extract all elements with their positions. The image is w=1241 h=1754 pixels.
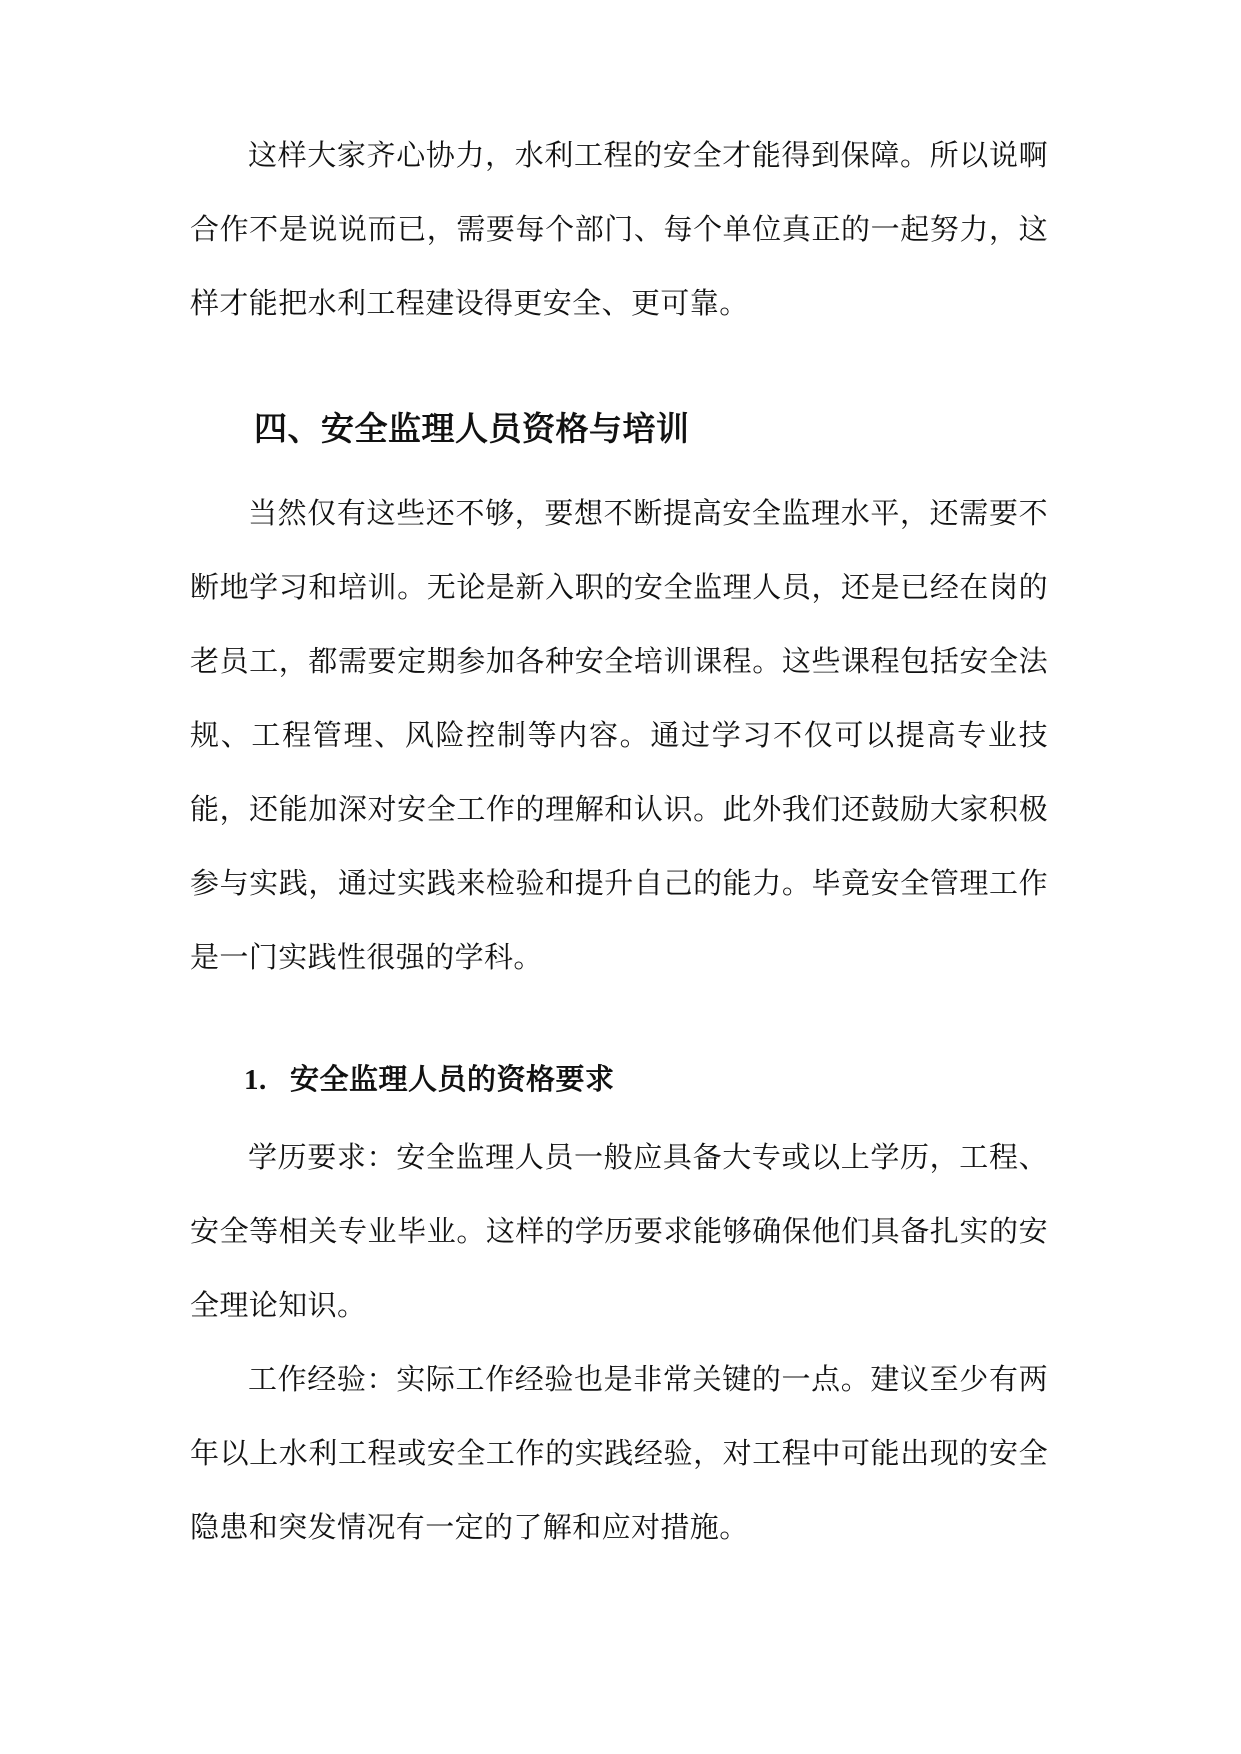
subsection-number: 1.: [244, 1064, 267, 1096]
paragraph-cooperation: 这样大家齐心协力，水利工程的安全才能得到保障。所以说啊合作不是说说而已，需要每个部门、每个单位真正的一起努力，这样才能把水利工程建设得更安全、更可靠。: [190, 138, 1048, 320]
paragraph-work-experience: 工作经验：实际工作经验也是非常关键的一点。建议至少有两年以上水利工程或安全工作的实践经验，对工程中可能出现的安全隐患和突发情况有一定的了解和应对措施。: [190, 1362, 1048, 1544]
subsection-title: 安全监理人员的资格要求: [290, 1062, 615, 1096]
section-heading: 四、安全监理人员资格与培训: [254, 409, 690, 448]
paragraph-education-requirement: 学历要求：安全监理人员一般应具备大专或以上学历，工程、安全等相关专业毕业。这样的学历要求能够确保他们具备扎实的安全理论知识。: [190, 1140, 1048, 1322]
subsection-heading: [244, 1058, 615, 1101]
paragraph-training: 当然仅有这些还不够，要想不断提高安全监理水平，还需要不断地学习和培训。无论是新入职的安全监理人员，还是已经在岗的老员工，都需要定期参加各种安全培训课程。这些课程包括安全法规、工程管理、风险控制等内容。通过学习不仅可以提高专业技能，还能加深对安全工作的理解和认识。此外我们还鼓励大家积极参与实践，通过实践来检验和提升自己的能力。毕竟安全管理工作是一门实践性很强的学科。: [190, 496, 1048, 974]
